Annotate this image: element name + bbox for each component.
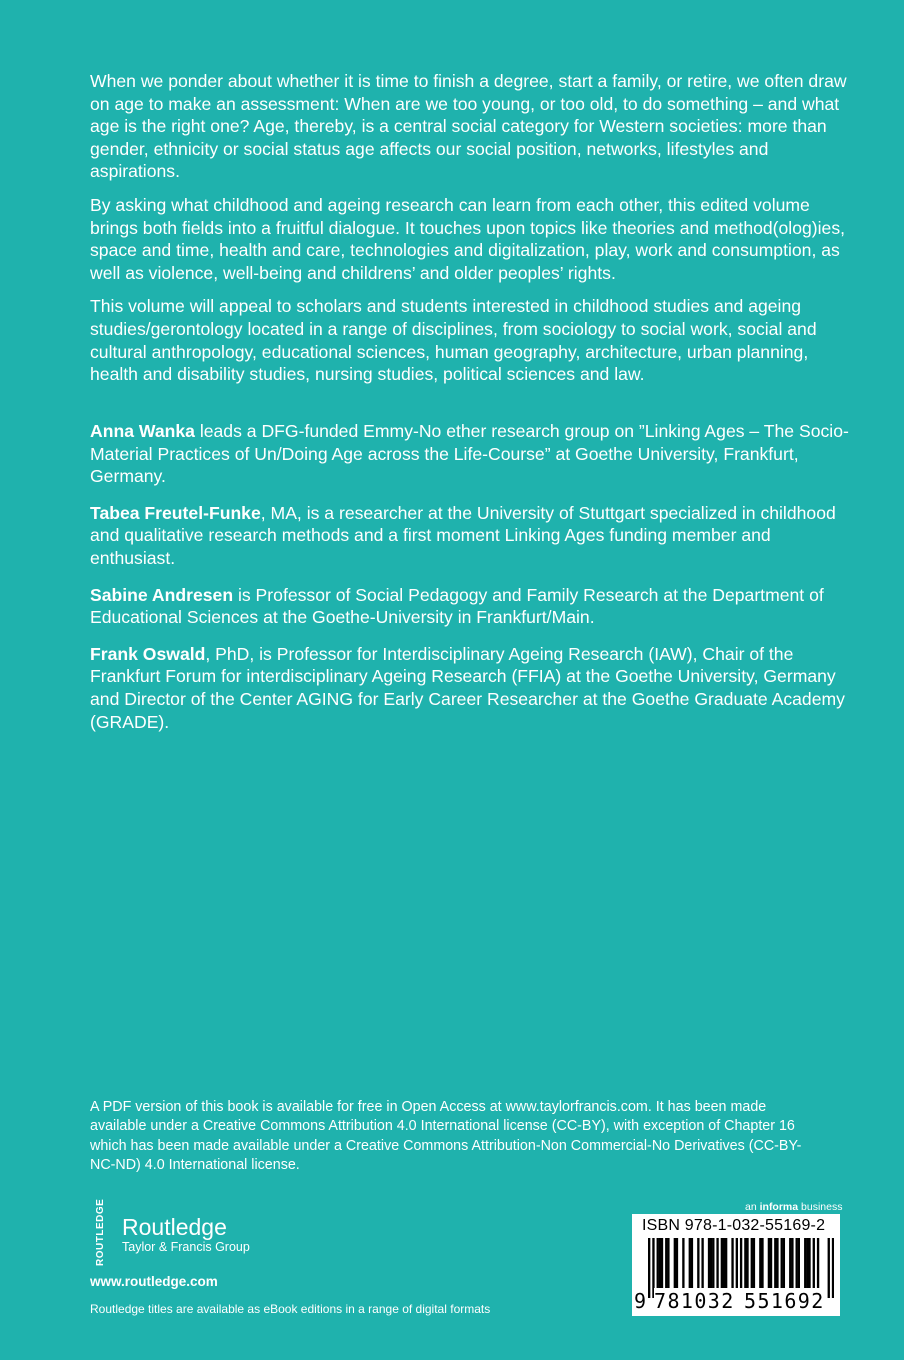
publisher-name: Routledge [122,1214,227,1240]
barcode-digits [634,1288,838,1314]
barcode-right-digits: 551692 [744,1289,825,1313]
barcode-bar [710,1238,712,1288]
description-paragraph-2: By asking what childhood and ageing research can learn from each other, this edited volume brings both fields into a fruitful dialogue. It touches upon topics like theories and method(olog)ies, space and time, health and care, technologies and digitalization, play, work and consumption, as well as violence, well-being and childrens’ and older peoples’ rights. [90,194,846,283]
barcode-bar [761,1238,763,1288]
barcode-bar [798,1238,800,1288]
barcode-bar [708,1238,710,1288]
barcode-bar [674,1238,676,1288]
publisher-block [90,1198,250,1289]
barcode-bar [759,1238,761,1288]
barcode-bar [676,1238,678,1288]
bio-name: Sabine Andresen [90,584,234,605]
barcode-bar [712,1238,714,1288]
bio-sabine-andresen [90,584,850,629]
barcode-bar [736,1238,738,1288]
routledge-logo-mark-text: ROUTLEDGE [95,1198,106,1266]
barcode-bar [731,1238,733,1288]
barcode-bar [776,1238,778,1288]
bio-name: Frank Oswald [90,643,206,664]
barcode-left-digits: 781032 [654,1289,735,1313]
bio-name: Tabea Freutel-Funke [90,502,261,523]
barcode-bar [661,1238,663,1288]
isbn-text: ISBN 978-1-032-55169-2 [642,1217,826,1234]
publisher-group: Taylor & Francis Group [122,1240,250,1254]
barcode-bar [783,1238,785,1288]
barcode-bar [806,1238,808,1288]
barcode-bar [701,1238,703,1288]
barcode-bar [768,1238,770,1288]
barcode-bar [740,1238,742,1288]
barcode-bar [659,1238,661,1288]
routledge-logo [90,1198,250,1266]
barcode-bar [813,1238,815,1288]
informa-prefix: an [745,1201,760,1213]
barcode-bar [716,1238,718,1288]
editor-bios [90,420,850,747]
barcode-bar [691,1238,693,1288]
barcode-bar [774,1238,776,1288]
barcode-bar [770,1238,772,1288]
open-access-notice: A PDF version of this book is available for free in Open Access at www.taylorfrancis.com. It has been made available under a Creative Commons Attribution 4.0 International license (CC-BY), with exception of Chapter 16 which has been made available under a Creative Commons Attribution-Non Commercial-No Derivatives (CC-BY-NC-ND) 4.0 International license. [90,1099,802,1173]
barcode-bar [682,1238,684,1288]
barcode-bar [796,1238,798,1288]
barcode-bar [667,1238,669,1288]
barcode-bar [725,1238,727,1288]
bio-frank-oswald [90,643,850,733]
barcode-bar [789,1238,791,1288]
barcode-bar [689,1238,691,1288]
informa-business-tag [745,1201,842,1213]
barcode-bar [697,1238,699,1288]
description-paragraph-1: When we ponder about whether it is time to finish a degree, start a family, or retire, we often draw on age to make an assessment: When are we too young, or too old, to do something – and what age is the right one? Age, thereby, is a central social category for Western societies: more than gender, ethnicity or social status age affects our social position, networks, lifestyles and aspirations. [90,71,847,182]
bio-text: , PhD, is Professor for Interdisciplinary Ageing Research (IAW), Chair of the Frankfurt Forum for interdisciplinary Ageing Research (FFIA) at the Goethe University, Germany and Director of the Center AGING for Early Career Researcher at the Goethe Graduate Academy (GRADE). [90,643,845,732]
barcode-bar [723,1238,725,1288]
routledge-logo-text [122,1214,250,1255]
bio-text: is Professor of Social Pedagogy and Family Research at the Department of Educational Sciences at the Goethe-University in Frankfurt/Main. [90,584,824,628]
bio-text: , MA, is a researcher at the University of Stuttgart specialized in childhood and qualitative research methods and a first moment Linking Ages funding member and enthusiast. [90,502,836,568]
barcode-bar [804,1238,806,1288]
barcode-bar [817,1238,819,1288]
informa-suffix: business [798,1201,843,1213]
informa-word: informa [759,1201,799,1213]
ebook-note: Routledge titles are available as eBook editions in a range of digital formats [90,1302,491,1316]
description-paragraph-3: This volume will appeal to scholars and students interested in childhood studies and ageing studies/gerontology located in a range of disciplines, from sociology to social work, social and cultural anthropology, educational sciences, human geography, architecture, urban planning, health and disability studies, nursing studies, political sciences and law. [90,296,817,385]
barcode-bar [721,1238,723,1288]
bio-text: leads a DFG-funded Emmy-No ether research group on ”Linking Ages – The Socio-Material Practices of Un/Doing Age across the Life-Course” at Goethe University, Frankfurt, Germany. [90,421,849,487]
bio-tabea-freutel-funke [90,502,850,570]
barcode-lead-digit: 9 [634,1289,647,1313]
book-description [90,70,850,397]
bio-name: Anna Wanka [90,421,195,441]
isbn-barcode [632,1214,840,1316]
barcode-bar [791,1238,793,1288]
barcode-bar [665,1238,667,1288]
barcode-bar [808,1238,810,1288]
barcode-bar [781,1238,783,1288]
routledge-logo-icon [90,1198,112,1266]
publisher-website: www.routledge.com [90,1274,218,1289]
bio-anna-wanka [90,420,850,488]
barcode-bar [657,1238,659,1288]
